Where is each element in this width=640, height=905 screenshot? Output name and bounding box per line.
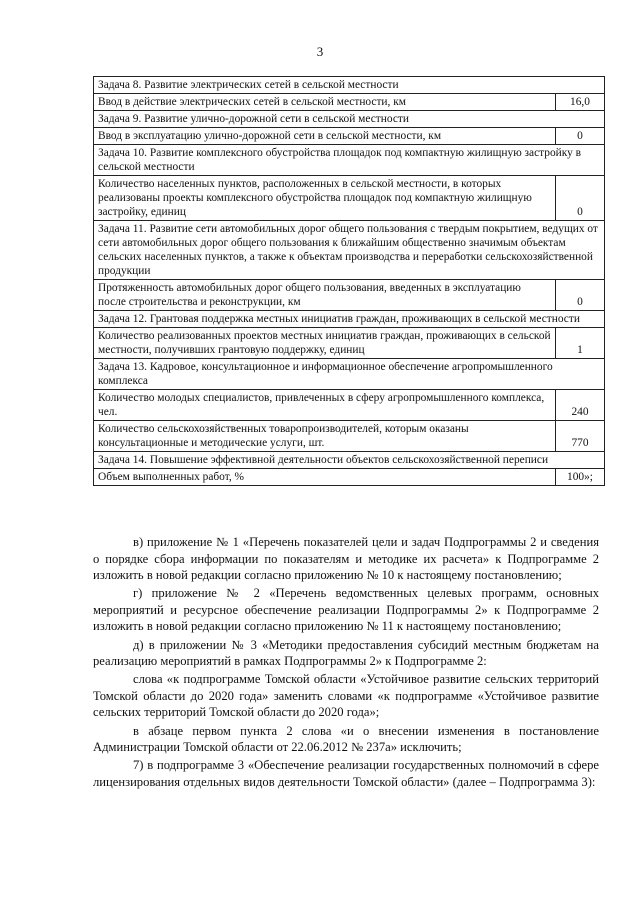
indicators-table <box>93 76 605 486</box>
paragraph: г) приложение № 2 «Перечень ведомственных целевых программ, основных мероприятий и ресурсное обеспечение реализации Подпрограммы 2» к Подпрограмме 2 изложить в новой редакции согласно приложению № 11 к настоящему постановлению; <box>93 586 599 634</box>
paragraph: слова «к подпрограмме Томской области «Устойчивое развитие сельских территорий Томской области до 2020 года» заменить словами «к подпрограмме «Устойчивое развитие сельских территорий Томской области до 2020 года»; <box>93 672 599 720</box>
page-number: 3 <box>316 44 324 59</box>
indicator-row <box>94 280 605 311</box>
task-row <box>94 452 605 469</box>
indicator-label: Протяженность автомобильных дорог общего пользования, введенных в эксплуатацию после строительства и реконструкции, км <box>94 280 556 311</box>
task-label: Задача 13. Кадровое, консультационное и информационное обеспечение агропромышленного комплекса <box>94 359 605 390</box>
indicator-label: Ввод в действие электрических сетей в сельской местности, км <box>94 94 556 111</box>
task-label: Задача 8. Развитие электрических сетей в сельской местности <box>94 77 605 94</box>
indicator-row <box>94 390 605 421</box>
task-label: Задача 9. Развитие улично-дорожной сети в сельской местности <box>94 111 605 128</box>
indicator-row <box>94 469 605 486</box>
indicator-value: 16,0 <box>556 94 605 111</box>
task-label: Задача 10. Развитие комплексного обустройства площадок под компактную жилищную застройку в сельской местности <box>94 145 605 176</box>
task-row <box>94 77 605 94</box>
paragraph: д) в приложении № 3 «Методики предоставления субсидий местным бюджетам на реализацию мероприятий в рамках Подпрограммы 2» к Подпрограмме 2: <box>93 637 599 669</box>
task-row <box>94 359 605 390</box>
indicator-row <box>94 328 605 359</box>
indicator-value: 240 <box>556 390 605 421</box>
task-row <box>94 111 605 128</box>
indicator-row <box>94 128 605 145</box>
indicator-row <box>94 421 605 452</box>
indicator-label: Количество реализованных проектов местных инициатив граждан, проживающих в сельской местности, получивших грантовую поддержку, единиц <box>94 328 556 359</box>
paragraph: в) приложение № 1 «Перечень показателей цели и задач Подпрограммы 2 и сведения о порядке сбора информации по показателям и методике их расчета» к Подпрограмме 2 изложить в новой редакции согласно приложению № 10 к настоящему постановлению; <box>93 535 599 583</box>
task-row <box>94 145 605 176</box>
paragraph: 7) в подпрограмме 3 «Обеспечение реализации государственных полномочий в сфере лицензирования отдельных видов деятельности Томской области» (далее – Подпрограмма 3): <box>93 758 599 789</box>
paragraph: в абзаце первом пункта 2 слова «и о внесении изменения в постановление Администрации Томской области от 22.06.2012 № 237а» исключить; <box>93 723 599 755</box>
indicator-value: 1 <box>556 328 605 359</box>
task-row <box>94 311 605 328</box>
indicator-label: Количество сельскохозяйственных товаропроизводителей, которым оказаны консультационные и методические услуги, шт. <box>94 421 556 452</box>
indicator-value: 0 <box>556 280 605 311</box>
indicator-label: Объем выполненных работ, % <box>94 469 556 486</box>
body-text <box>93 534 599 792</box>
indicator-row <box>94 94 605 111</box>
task-label: Задача 12. Грантовая поддержка местных инициатив граждан, проживающих в сельской местности <box>94 311 605 328</box>
indicator-value: 770 <box>556 421 605 452</box>
indicator-label: Ввод в эксплуатацию улично-дорожной сети в сельской местности, км <box>94 128 556 145</box>
task-label: Задача 14. Повышение эффективной деятельности объектов сельскохозяйственной переписи <box>94 452 605 469</box>
indicator-label: Количество молодых специалистов, привлеченных в сферу агропромышленного комплекса, чел. <box>94 390 556 421</box>
indicator-value: 0 <box>556 128 605 145</box>
indicator-value: 100»; <box>556 469 605 486</box>
indicator-row <box>94 176 605 221</box>
task-label: Задача 11. Развитие сети автомобильных дорог общего пользования с твердым покрытием, ведущих от сети автомобильных дорог общего пользования к ближайшим общественно значимым объектам сельских населенных пунктов, а также к объектам производства и переработки сельскохозяйственной продукции <box>94 221 605 280</box>
indicator-label: Количество населенных пунктов, расположенных в сельской местности, в которых реализованы проекты комплексного обустройства площадок под компактную жилищную застройку, единиц <box>94 176 556 221</box>
indicator-value: 0 <box>556 176 605 221</box>
task-row <box>94 221 605 280</box>
